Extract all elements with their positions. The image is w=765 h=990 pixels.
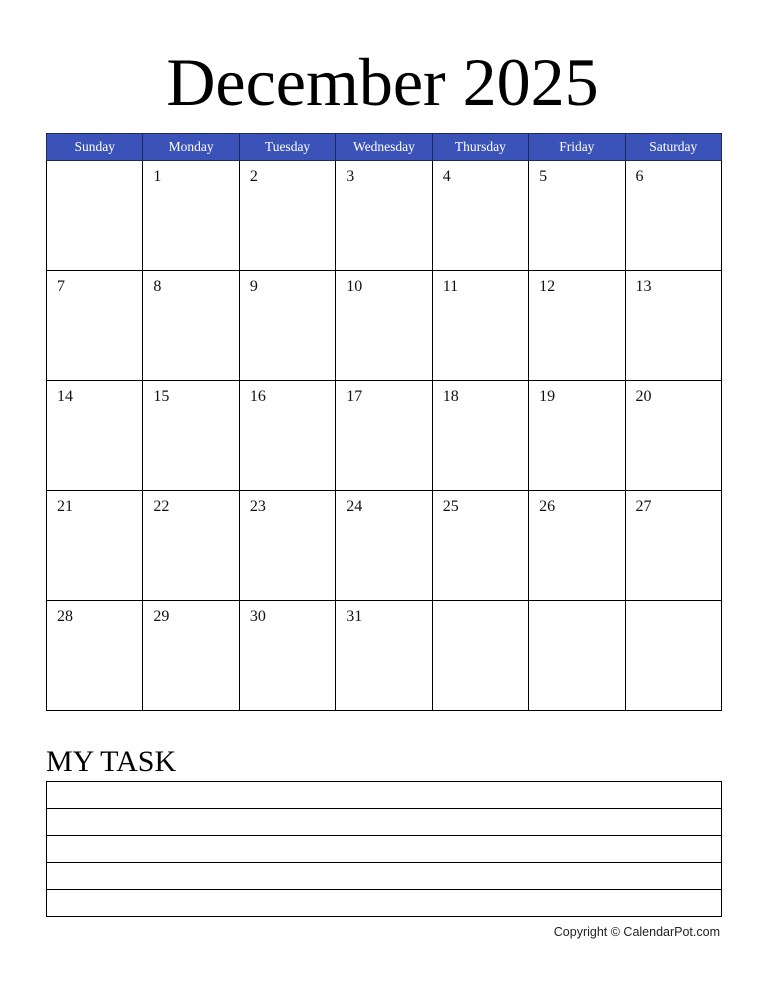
day-number: 8 — [153, 278, 162, 295]
day-number — [626, 601, 721, 608]
day-number: 31 — [346, 608, 363, 625]
day-cell — [47, 161, 143, 271]
day-number: 23 — [249, 498, 266, 515]
day-cell — [336, 271, 432, 381]
day-number: 4 — [442, 168, 451, 185]
task-heading: MY TASK — [46, 745, 177, 778]
day-cell — [143, 381, 239, 491]
day-cell — [529, 271, 625, 381]
task-line[interactable] — [47, 863, 721, 890]
calendar-grid — [46, 133, 722, 711]
day-number: 30 — [249, 608, 266, 625]
weekday-header-tuesday: Tuesday — [239, 134, 335, 161]
day-cell — [143, 161, 239, 271]
day-number: 25 — [442, 498, 459, 515]
day-cell — [239, 601, 335, 711]
weekday-header-saturday: Saturday — [625, 134, 721, 161]
day-cell — [336, 491, 432, 601]
day-cell — [143, 491, 239, 601]
day-number: 16 — [249, 388, 266, 405]
task-line[interactable] — [47, 836, 721, 863]
day-cell — [625, 381, 721, 491]
copyright-footer: Copyright © CalendarPot.com — [553, 925, 720, 939]
day-number: 21 — [57, 498, 73, 515]
day-number: 19 — [539, 388, 556, 405]
task-line[interactable] — [47, 782, 721, 809]
page-title: December 2025 — [166, 44, 599, 120]
day-cell — [529, 601, 625, 711]
day-number: 5 — [539, 168, 548, 185]
day-number — [529, 601, 624, 608]
day-number: 7 — [57, 278, 65, 295]
day-cell — [239, 271, 335, 381]
day-number: 27 — [635, 498, 652, 515]
day-number: 22 — [153, 498, 170, 515]
day-cell — [432, 271, 528, 381]
day-cell — [239, 491, 335, 601]
day-number — [433, 601, 528, 608]
day-number: 1 — [153, 168, 162, 185]
day-number: 24 — [346, 498, 363, 515]
week-row — [47, 381, 722, 491]
week-row — [47, 271, 722, 381]
day-number: 15 — [153, 388, 170, 405]
day-cell — [625, 161, 721, 271]
day-number: 13 — [635, 278, 652, 295]
day-number: 17 — [346, 388, 363, 405]
weekday-header-monday: Monday — [143, 134, 239, 161]
day-cell — [239, 161, 335, 271]
day-number: 11 — [442, 278, 459, 295]
day-cell — [47, 271, 143, 381]
day-cell — [47, 491, 143, 601]
day-cell — [625, 491, 721, 601]
weekday-header-row — [47, 134, 722, 161]
day-number: 3 — [346, 168, 355, 185]
day-number: 12 — [539, 278, 556, 295]
week-row — [47, 491, 722, 601]
task-line[interactable] — [47, 809, 721, 836]
day-cell — [336, 601, 432, 711]
week-row — [47, 161, 722, 271]
day-number — [47, 161, 142, 168]
day-number: 2 — [249, 168, 258, 185]
weekday-header-friday: Friday — [529, 134, 625, 161]
day-cell — [143, 271, 239, 381]
weekday-header-sunday: Sunday — [47, 134, 143, 161]
day-cell — [47, 601, 143, 711]
day-number: 10 — [346, 278, 363, 295]
day-number: 28 — [57, 608, 73, 625]
day-cell — [239, 381, 335, 491]
day-number: 29 — [153, 608, 170, 625]
task-line[interactable] — [47, 890, 721, 916]
day-number: 20 — [635, 388, 652, 405]
day-number: 14 — [57, 388, 73, 405]
day-cell — [47, 381, 143, 491]
day-cell — [529, 381, 625, 491]
day-cell — [529, 491, 625, 601]
day-number: 26 — [539, 498, 556, 515]
day-number: 18 — [442, 388, 459, 405]
day-cell — [336, 161, 432, 271]
weekday-header-wednesday: Wednesday — [336, 134, 432, 161]
day-cell — [432, 601, 528, 711]
day-cell — [432, 491, 528, 601]
weekday-header-thursday: Thursday — [432, 134, 528, 161]
day-cell — [432, 161, 528, 271]
day-number: 9 — [249, 278, 258, 295]
day-cell — [432, 381, 528, 491]
day-cell — [143, 601, 239, 711]
week-row — [47, 601, 722, 711]
day-cell — [336, 381, 432, 491]
day-cell — [625, 271, 721, 381]
day-number: 6 — [635, 168, 644, 185]
day-cell — [529, 161, 625, 271]
day-cell — [625, 601, 721, 711]
task-lines — [46, 781, 722, 917]
